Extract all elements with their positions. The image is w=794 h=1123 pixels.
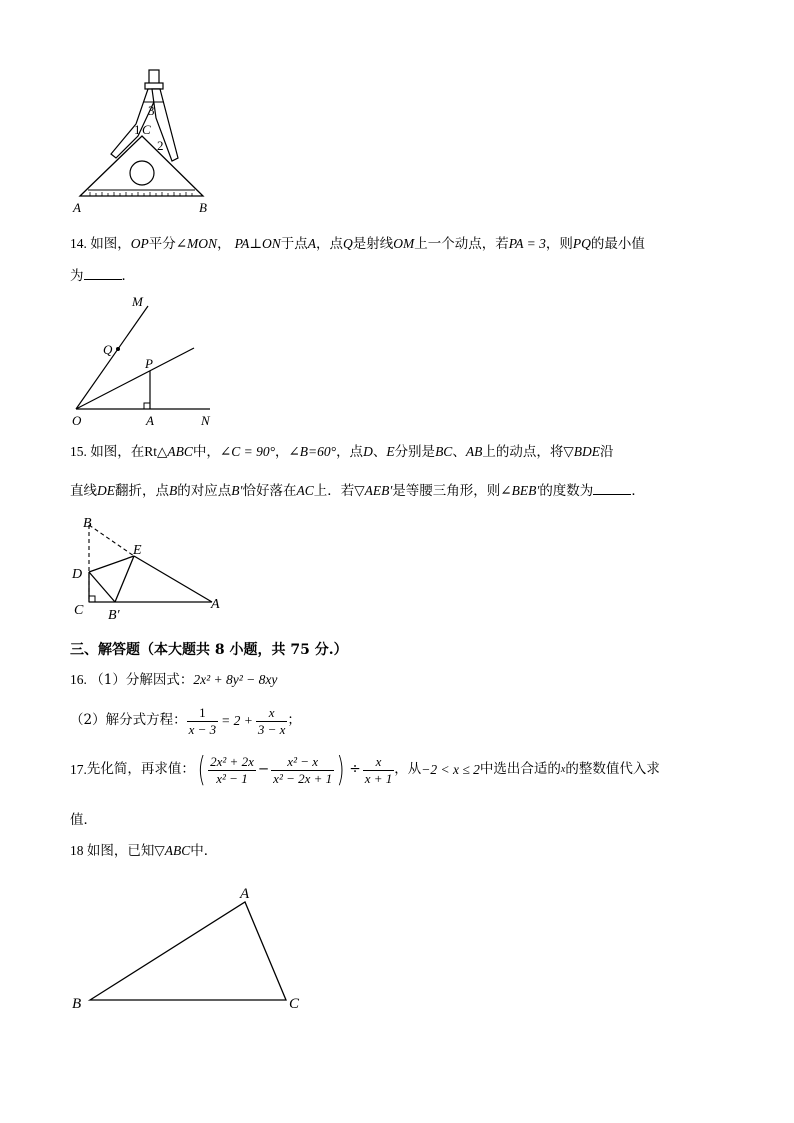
- compass-number-1: 1: [134, 122, 141, 137]
- fraction: $\frac{\text{2x² + 2x}}{\text{x² − 1}}$: [210, 753, 254, 786]
- fraction: $\frac{x}{3 - x}$: [257, 704, 286, 737]
- figure-angle-bisector: [66, 292, 226, 428]
- label-B-prime: B′: [108, 608, 120, 623]
- question-15-line-2: 直线DE翻折，点B的对应点B′恰好落在AC上．若▽AEB′是等腰三角形，则∠BEB′的度数为 ．: [70, 483, 645, 499]
- label-D: D: [72, 567, 83, 582]
- fraction: $\frac{x}{x + 1}$: [364, 753, 393, 786]
- label-E: E: [133, 543, 142, 558]
- question-number: 14.: [70, 236, 91, 251]
- label-B: B: [83, 516, 92, 531]
- question-17-line-2: 值．: [70, 812, 97, 828]
- fraction: $\frac{\text{x² − x}}{\text{x² − 2x + 1}}$: [273, 753, 333, 786]
- question-14-line-1: 14. 如图，OP平分∠MON， PA⊥ON于点A，点Q是射线OM上一个动点，若PA = 3，则PQ的最小值: [70, 236, 645, 252]
- label-A: A: [211, 597, 220, 612]
- compass-number-2: 2: [157, 138, 164, 153]
- math-expression: 2x² + 8y² − 8xy: [193, 672, 278, 687]
- label-A: A: [146, 413, 154, 428]
- label-C: C: [289, 996, 300, 1012]
- left-paren: (: [197, 750, 206, 790]
- label-M: M: [132, 294, 143, 309]
- label-O: O: [72, 413, 82, 428]
- question-17-line-1: 17. 先化简，再求值： ( $\frac{\text{2x² + 2x}}{\text{x² − 1}}$ − $\frac{\text{x² − x}}{\text{x² − 2x + 1}}$ ) ÷ $\frac{x}{x + 1}$ ，从 −2 < x ≤ 2 中选出合适的 x 的整数值代入求: [70, 750, 660, 790]
- label-C: C: [142, 122, 151, 137]
- figure-compass-triangle: [68, 66, 218, 218]
- question-16-part-1: 16. （1）分解因式：2x² + 8y² − 8xy: [70, 672, 278, 688]
- label-B: B: [72, 996, 82, 1012]
- figure-triangle-abc: [66, 882, 316, 1018]
- question-16-part-2: （2）解分式方程： $\frac{1}{x - 3}$ = 2 + $\frac{x}{3 - x}$ ；: [70, 704, 301, 737]
- fraction: $\frac{1}{x - 3}$: [188, 704, 217, 737]
- label-Q: Q: [103, 342, 113, 357]
- label-A: A: [240, 886, 250, 902]
- answer-blank: [593, 482, 631, 495]
- right-paren: ): [336, 750, 345, 790]
- label-N: N: [201, 413, 210, 428]
- question-15-line-1: 15. 如图，在Rt△ABC中，∠C = 90°，∠B=60°，点D、E分别是BC、AB上的动点，将▽BDE沿: [70, 444, 614, 460]
- label-B: B: [199, 200, 207, 215]
- label-A: A: [73, 200, 81, 215]
- label-P: P: [145, 356, 153, 371]
- compass-number-3: 3: [148, 103, 155, 118]
- question-18: 18 如图，已知▽ABC中．: [70, 843, 218, 859]
- answer-blank: [84, 267, 122, 280]
- label-C: C: [74, 603, 84, 618]
- section-heading: 三、解答题（本大题共 8 小题，共 75 分.）: [70, 642, 348, 658]
- figure-fold-triangle: [70, 512, 230, 624]
- question-14-line-2: 为 ．: [70, 268, 135, 284]
